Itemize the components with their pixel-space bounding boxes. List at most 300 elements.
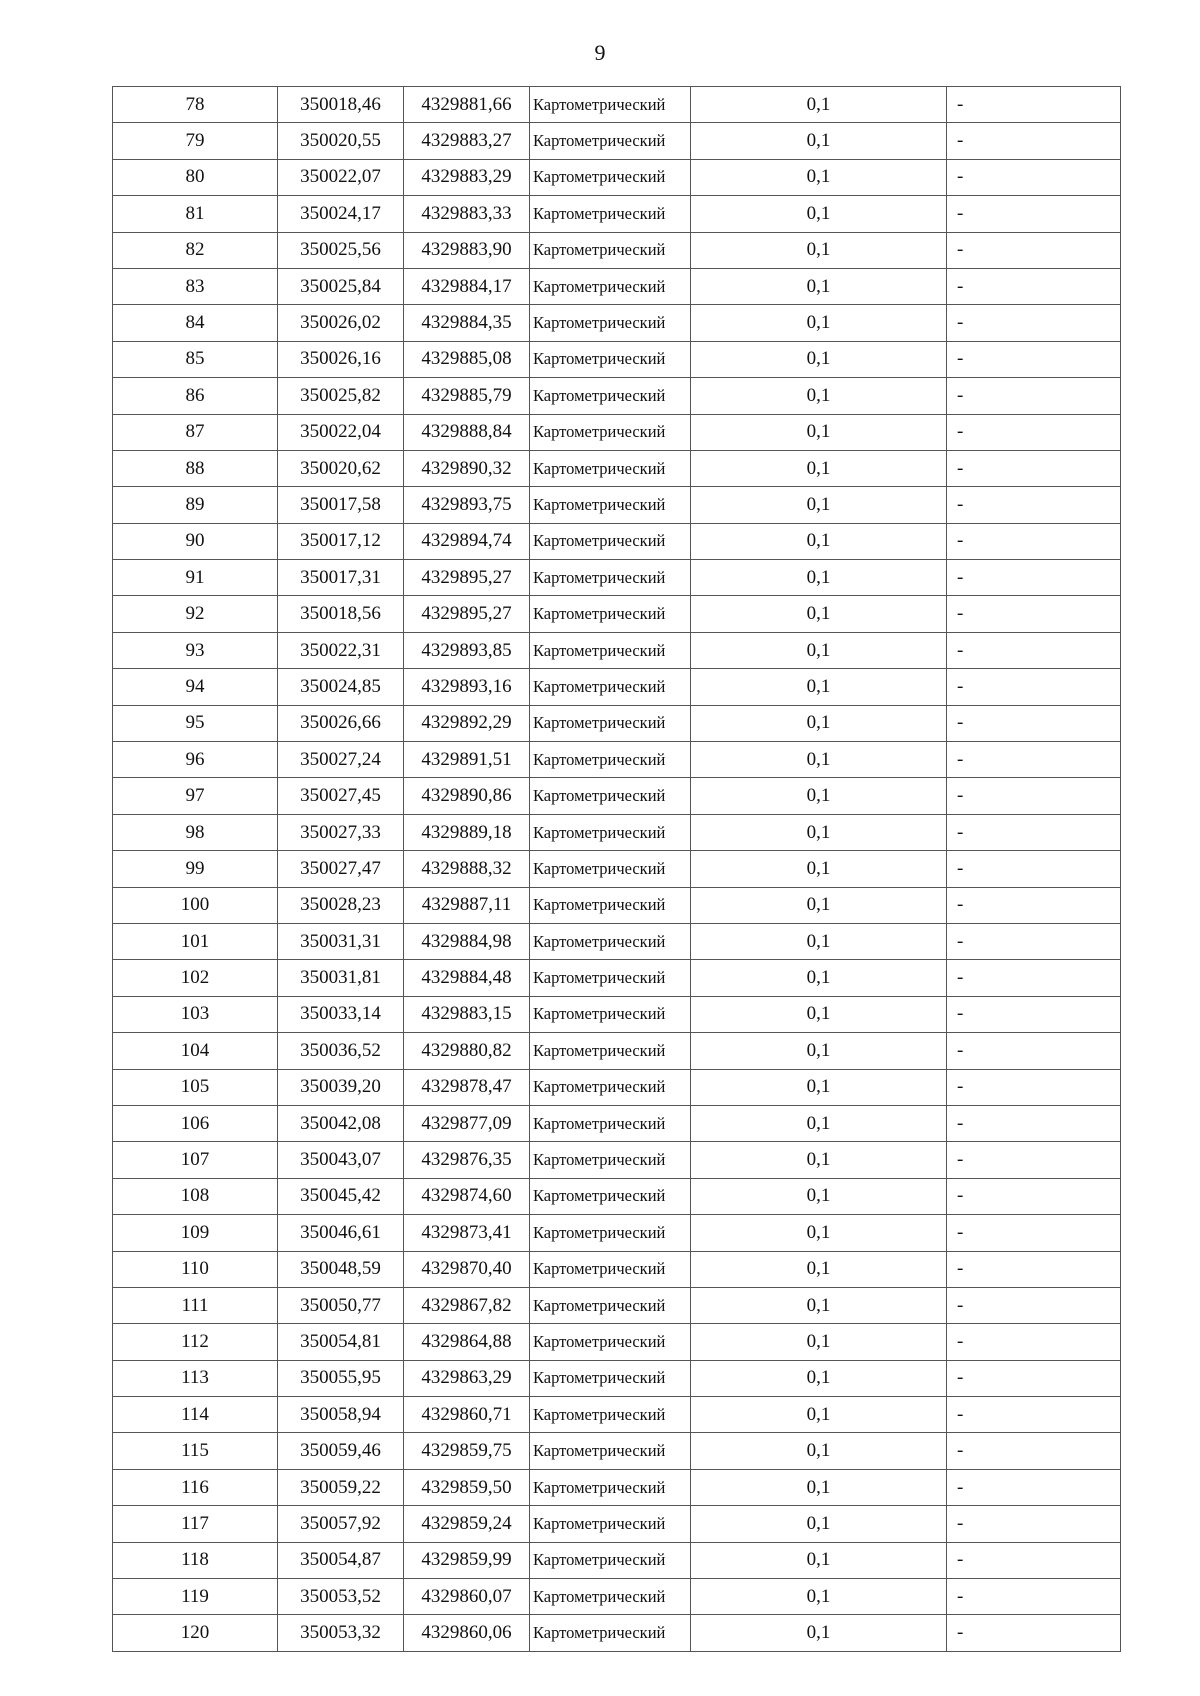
- method-cell: Картометрический: [530, 996, 691, 1032]
- table-row: [113, 742, 1121, 778]
- point-number-cell: 99: [113, 851, 278, 887]
- x-coordinate-cell: 350033,14: [278, 996, 404, 1032]
- description-cell: -: [947, 414, 1121, 450]
- y-coordinate-cell: 4329883,15: [404, 996, 530, 1032]
- description-cell: -: [947, 560, 1121, 596]
- point-number-cell: 78: [113, 87, 278, 123]
- x-coordinate-cell: 350059,46: [278, 1433, 404, 1469]
- y-coordinate-cell: 4329889,18: [404, 814, 530, 850]
- point-number-cell: 98: [113, 814, 278, 850]
- x-coordinate-cell: 350026,66: [278, 705, 404, 741]
- method-cell: Картометрический: [530, 487, 691, 523]
- description-cell: -: [947, 1324, 1121, 1360]
- x-coordinate-cell: 350027,45: [278, 778, 404, 814]
- x-coordinate-cell: 350017,58: [278, 487, 404, 523]
- table-row: [113, 1579, 1121, 1615]
- table-row: [113, 596, 1121, 632]
- y-coordinate-cell: 4329864,88: [404, 1324, 530, 1360]
- point-number-cell: 119: [113, 1579, 278, 1615]
- x-coordinate-cell: 350022,04: [278, 414, 404, 450]
- method-cell: Картометрический: [530, 123, 691, 159]
- point-number-cell: 91: [113, 560, 278, 596]
- x-coordinate-cell: 350045,42: [278, 1178, 404, 1214]
- description-cell: -: [947, 1287, 1121, 1323]
- y-coordinate-cell: 4329876,35: [404, 1142, 530, 1178]
- point-number-cell: 86: [113, 378, 278, 414]
- x-coordinate-cell: 350025,82: [278, 378, 404, 414]
- accuracy-cell: 0,1: [691, 1397, 947, 1433]
- method-cell: Картометрический: [530, 560, 691, 596]
- table-row: [113, 1469, 1121, 1505]
- point-number-cell: 96: [113, 742, 278, 778]
- y-coordinate-cell: 4329888,32: [404, 851, 530, 887]
- description-cell: -: [947, 1142, 1121, 1178]
- description-cell: -: [947, 159, 1121, 195]
- accuracy-cell: 0,1: [691, 778, 947, 814]
- x-coordinate-cell: 350039,20: [278, 1069, 404, 1105]
- y-coordinate-cell: 4329873,41: [404, 1215, 530, 1251]
- table-row: [113, 1069, 1121, 1105]
- y-coordinate-cell: 4329870,40: [404, 1251, 530, 1287]
- y-coordinate-cell: 4329883,29: [404, 159, 530, 195]
- x-coordinate-cell: 350042,08: [278, 1105, 404, 1141]
- y-coordinate-cell: 4329860,71: [404, 1397, 530, 1433]
- y-coordinate-cell: 4329859,99: [404, 1542, 530, 1578]
- accuracy-cell: 0,1: [691, 196, 947, 232]
- method-cell: Картометрический: [530, 1579, 691, 1615]
- table-row: [113, 1215, 1121, 1251]
- x-coordinate-cell: 350054,81: [278, 1324, 404, 1360]
- y-coordinate-cell: 4329859,24: [404, 1506, 530, 1542]
- point-number-cell: 88: [113, 450, 278, 486]
- accuracy-cell: 0,1: [691, 305, 947, 341]
- table-row: [113, 341, 1121, 377]
- description-cell: -: [947, 1579, 1121, 1615]
- table-row: [113, 1360, 1121, 1396]
- accuracy-cell: 0,1: [691, 1251, 947, 1287]
- method-cell: Картометрический: [530, 1142, 691, 1178]
- table-row: [113, 705, 1121, 741]
- accuracy-cell: 0,1: [691, 523, 947, 559]
- y-coordinate-cell: 4329859,50: [404, 1469, 530, 1505]
- x-coordinate-cell: 350025,84: [278, 268, 404, 304]
- y-coordinate-cell: 4329874,60: [404, 1178, 530, 1214]
- x-coordinate-cell: 350020,62: [278, 450, 404, 486]
- y-coordinate-cell: 4329890,86: [404, 778, 530, 814]
- y-coordinate-cell: 4329884,98: [404, 923, 530, 959]
- y-coordinate-cell: 4329863,29: [404, 1360, 530, 1396]
- y-coordinate-cell: 4329860,07: [404, 1579, 530, 1615]
- point-number-cell: 82: [113, 232, 278, 268]
- x-coordinate-cell: 350059,22: [278, 1469, 404, 1505]
- x-coordinate-cell: 350022,07: [278, 159, 404, 195]
- table-row: [113, 414, 1121, 450]
- accuracy-cell: 0,1: [691, 887, 947, 923]
- description-cell: -: [947, 669, 1121, 705]
- y-coordinate-cell: 4329860,06: [404, 1615, 530, 1651]
- table-row: [113, 1324, 1121, 1360]
- method-cell: Картометрический: [530, 378, 691, 414]
- point-number-cell: 80: [113, 159, 278, 195]
- table-row: [113, 232, 1121, 268]
- accuracy-cell: 0,1: [691, 232, 947, 268]
- table-row: [113, 887, 1121, 923]
- point-number-cell: 85: [113, 341, 278, 377]
- y-coordinate-cell: 4329883,33: [404, 196, 530, 232]
- table-row: [113, 923, 1121, 959]
- method-cell: Картометрический: [530, 887, 691, 923]
- description-cell: -: [947, 87, 1121, 123]
- table-row: [113, 1105, 1121, 1141]
- accuracy-cell: 0,1: [691, 632, 947, 668]
- point-number-cell: 109: [113, 1215, 278, 1251]
- method-cell: Картометрический: [530, 814, 691, 850]
- method-cell: Картометрический: [530, 341, 691, 377]
- description-cell: -: [947, 341, 1121, 377]
- description-cell: -: [947, 305, 1121, 341]
- y-coordinate-cell: 4329877,09: [404, 1105, 530, 1141]
- point-number-cell: 79: [113, 123, 278, 159]
- description-cell: -: [947, 1506, 1121, 1542]
- method-cell: Картометрический: [530, 1324, 691, 1360]
- description-cell: -: [947, 1433, 1121, 1469]
- x-coordinate-cell: 350057,92: [278, 1506, 404, 1542]
- description-cell: -: [947, 450, 1121, 486]
- table-row: [113, 196, 1121, 232]
- method-cell: Картометрический: [530, 1287, 691, 1323]
- table-row: [113, 778, 1121, 814]
- accuracy-cell: 0,1: [691, 742, 947, 778]
- point-number-cell: 106: [113, 1105, 278, 1141]
- description-cell: -: [947, 1105, 1121, 1141]
- description-cell: -: [947, 778, 1121, 814]
- description-cell: -: [947, 1542, 1121, 1578]
- y-coordinate-cell: 4329893,75: [404, 487, 530, 523]
- coordinates-table: [112, 86, 1121, 1652]
- description-cell: -: [947, 1251, 1121, 1287]
- x-coordinate-cell: 350036,52: [278, 1033, 404, 1069]
- table-row: [113, 1433, 1121, 1469]
- accuracy-cell: 0,1: [691, 1287, 947, 1323]
- table-row: [113, 378, 1121, 414]
- method-cell: Картометрический: [530, 523, 691, 559]
- description-cell: -: [947, 1178, 1121, 1214]
- method-cell: Картометрический: [530, 1033, 691, 1069]
- y-coordinate-cell: 4329883,27: [404, 123, 530, 159]
- x-coordinate-cell: 350054,87: [278, 1542, 404, 1578]
- description-cell: -: [947, 1397, 1121, 1433]
- method-cell: Картометрический: [530, 851, 691, 887]
- point-number-cell: 87: [113, 414, 278, 450]
- x-coordinate-cell: 350020,55: [278, 123, 404, 159]
- table-row: [113, 450, 1121, 486]
- description-cell: -: [947, 123, 1121, 159]
- y-coordinate-cell: 4329895,27: [404, 560, 530, 596]
- point-number-cell: 95: [113, 705, 278, 741]
- x-coordinate-cell: 350017,12: [278, 523, 404, 559]
- accuracy-cell: 0,1: [691, 414, 947, 450]
- accuracy-cell: 0,1: [691, 1542, 947, 1578]
- description-cell: -: [947, 268, 1121, 304]
- point-number-cell: 118: [113, 1542, 278, 1578]
- x-coordinate-cell: 350028,23: [278, 887, 404, 923]
- x-coordinate-cell: 350027,47: [278, 851, 404, 887]
- point-number-cell: 117: [113, 1506, 278, 1542]
- point-number-cell: 112: [113, 1324, 278, 1360]
- accuracy-cell: 0,1: [691, 268, 947, 304]
- point-number-cell: 94: [113, 669, 278, 705]
- y-coordinate-cell: 4329884,48: [404, 960, 530, 996]
- point-number-cell: 89: [113, 487, 278, 523]
- y-coordinate-cell: 4329888,84: [404, 414, 530, 450]
- x-coordinate-cell: 350018,46: [278, 87, 404, 123]
- x-coordinate-cell: 350024,17: [278, 196, 404, 232]
- method-cell: Картометрический: [530, 1105, 691, 1141]
- y-coordinate-cell: 4329884,17: [404, 268, 530, 304]
- table-row: [113, 1142, 1121, 1178]
- description-cell: -: [947, 742, 1121, 778]
- page-number: 9: [594, 40, 606, 65]
- x-coordinate-cell: 350017,31: [278, 560, 404, 596]
- y-coordinate-cell: 4329880,82: [404, 1033, 530, 1069]
- point-number-cell: 81: [113, 196, 278, 232]
- x-coordinate-cell: 350058,94: [278, 1397, 404, 1433]
- table-row: [113, 1506, 1121, 1542]
- x-coordinate-cell: 350053,32: [278, 1615, 404, 1651]
- point-number-cell: 83: [113, 268, 278, 304]
- method-cell: Картометрический: [530, 1178, 691, 1214]
- y-coordinate-cell: 4329878,47: [404, 1069, 530, 1105]
- accuracy-cell: 0,1: [691, 159, 947, 195]
- y-coordinate-cell: 4329881,66: [404, 87, 530, 123]
- method-cell: Картометрический: [530, 1360, 691, 1396]
- description-cell: -: [947, 960, 1121, 996]
- point-number-cell: 113: [113, 1360, 278, 1396]
- table-row: [113, 1397, 1121, 1433]
- accuracy-cell: 0,1: [691, 851, 947, 887]
- table-row: [113, 159, 1121, 195]
- description-cell: -: [947, 851, 1121, 887]
- description-cell: -: [947, 378, 1121, 414]
- description-cell: -: [947, 1360, 1121, 1396]
- accuracy-cell: 0,1: [691, 1579, 947, 1615]
- description-cell: -: [947, 632, 1121, 668]
- method-cell: Картометрический: [530, 1433, 691, 1469]
- x-coordinate-cell: 350018,56: [278, 596, 404, 632]
- y-coordinate-cell: 4329893,85: [404, 632, 530, 668]
- point-number-cell: 92: [113, 596, 278, 632]
- accuracy-cell: 0,1: [691, 123, 947, 159]
- x-coordinate-cell: 350031,31: [278, 923, 404, 959]
- table-row: [113, 814, 1121, 850]
- table-row: [113, 851, 1121, 887]
- point-number-cell: 110: [113, 1251, 278, 1287]
- y-coordinate-cell: 4329885,08: [404, 341, 530, 377]
- accuracy-cell: 0,1: [691, 1178, 947, 1214]
- description-cell: -: [947, 523, 1121, 559]
- point-number-cell: 103: [113, 996, 278, 1032]
- accuracy-cell: 0,1: [691, 996, 947, 1032]
- accuracy-cell: 0,1: [691, 1069, 947, 1105]
- accuracy-cell: 0,1: [691, 1105, 947, 1141]
- description-cell: -: [947, 487, 1121, 523]
- accuracy-cell: 0,1: [691, 1469, 947, 1505]
- method-cell: Картометрический: [530, 1469, 691, 1505]
- method-cell: Картометрический: [530, 159, 691, 195]
- table-row: [113, 1178, 1121, 1214]
- y-coordinate-cell: 4329884,35: [404, 305, 530, 341]
- table-row: [113, 1033, 1121, 1069]
- method-cell: Картометрический: [530, 923, 691, 959]
- accuracy-cell: 0,1: [691, 560, 947, 596]
- point-number-cell: 100: [113, 887, 278, 923]
- point-number-cell: 102: [113, 960, 278, 996]
- method-cell: Картометрический: [530, 742, 691, 778]
- method-cell: Картометрический: [530, 1506, 691, 1542]
- table-row: [113, 123, 1121, 159]
- point-number-cell: 115: [113, 1433, 278, 1469]
- description-cell: -: [947, 1069, 1121, 1105]
- y-coordinate-cell: 4329883,90: [404, 232, 530, 268]
- method-cell: Картометрический: [530, 87, 691, 123]
- accuracy-cell: 0,1: [691, 1433, 947, 1469]
- x-coordinate-cell: 350053,52: [278, 1579, 404, 1615]
- table-row: [113, 669, 1121, 705]
- method-cell: Картометрический: [530, 778, 691, 814]
- point-number-cell: 116: [113, 1469, 278, 1505]
- method-cell: Картометрический: [530, 1397, 691, 1433]
- description-cell: -: [947, 1215, 1121, 1251]
- description-cell: -: [947, 923, 1121, 959]
- table-row: [113, 1542, 1121, 1578]
- description-cell: -: [947, 232, 1121, 268]
- description-cell: -: [947, 705, 1121, 741]
- y-coordinate-cell: 4329859,75: [404, 1433, 530, 1469]
- point-number-cell: 101: [113, 923, 278, 959]
- table-row: [113, 268, 1121, 304]
- coordinates-table-body: [113, 87, 1121, 1652]
- method-cell: Картометрический: [530, 1069, 691, 1105]
- description-cell: -: [947, 196, 1121, 232]
- table-row: [113, 560, 1121, 596]
- accuracy-cell: 0,1: [691, 1615, 947, 1651]
- x-coordinate-cell: 350046,61: [278, 1215, 404, 1251]
- table-row: [113, 87, 1121, 123]
- point-number-cell: 107: [113, 1142, 278, 1178]
- method-cell: Картометрический: [530, 669, 691, 705]
- point-number-cell: 104: [113, 1033, 278, 1069]
- x-coordinate-cell: 350043,07: [278, 1142, 404, 1178]
- accuracy-cell: 0,1: [691, 1142, 947, 1178]
- accuracy-cell: 0,1: [691, 1360, 947, 1396]
- accuracy-cell: 0,1: [691, 341, 947, 377]
- accuracy-cell: 0,1: [691, 1215, 947, 1251]
- method-cell: Картометрический: [530, 305, 691, 341]
- point-number-cell: 114: [113, 1397, 278, 1433]
- accuracy-cell: 0,1: [691, 1033, 947, 1069]
- method-cell: Картометрический: [530, 268, 691, 304]
- method-cell: Картометрический: [530, 232, 691, 268]
- method-cell: Картометрический: [530, 196, 691, 232]
- x-coordinate-cell: 350048,59: [278, 1251, 404, 1287]
- accuracy-cell: 0,1: [691, 450, 947, 486]
- accuracy-cell: 0,1: [691, 669, 947, 705]
- table-row: [113, 305, 1121, 341]
- description-cell: -: [947, 1033, 1121, 1069]
- point-number-cell: 108: [113, 1178, 278, 1214]
- y-coordinate-cell: 4329867,82: [404, 1287, 530, 1323]
- point-number-cell: 120: [113, 1615, 278, 1651]
- point-number-cell: 84: [113, 305, 278, 341]
- x-coordinate-cell: 350055,95: [278, 1360, 404, 1396]
- accuracy-cell: 0,1: [691, 596, 947, 632]
- y-coordinate-cell: 4329885,79: [404, 378, 530, 414]
- x-coordinate-cell: 350026,02: [278, 305, 404, 341]
- table-row: [113, 523, 1121, 559]
- method-cell: Картометрический: [530, 450, 691, 486]
- description-cell: -: [947, 814, 1121, 850]
- accuracy-cell: 0,1: [691, 705, 947, 741]
- table-row: [113, 632, 1121, 668]
- x-coordinate-cell: 350026,16: [278, 341, 404, 377]
- description-cell: -: [947, 596, 1121, 632]
- table-row: [113, 1251, 1121, 1287]
- x-coordinate-cell: 350027,33: [278, 814, 404, 850]
- y-coordinate-cell: 4329891,51: [404, 742, 530, 778]
- accuracy-cell: 0,1: [691, 487, 947, 523]
- method-cell: Картометрический: [530, 596, 691, 632]
- description-cell: -: [947, 996, 1121, 1032]
- method-cell: Картометрический: [530, 1251, 691, 1287]
- table-row: [113, 996, 1121, 1032]
- point-number-cell: 90: [113, 523, 278, 559]
- x-coordinate-cell: 350027,24: [278, 742, 404, 778]
- accuracy-cell: 0,1: [691, 378, 947, 414]
- y-coordinate-cell: 4329894,74: [404, 523, 530, 559]
- point-number-cell: 105: [113, 1069, 278, 1105]
- description-cell: -: [947, 1469, 1121, 1505]
- method-cell: Картометрический: [530, 960, 691, 996]
- table-row: [113, 487, 1121, 523]
- method-cell: Картометрический: [530, 632, 691, 668]
- y-coordinate-cell: 4329890,32: [404, 450, 530, 486]
- description-cell: -: [947, 887, 1121, 923]
- accuracy-cell: 0,1: [691, 814, 947, 850]
- y-coordinate-cell: 4329892,29: [404, 705, 530, 741]
- accuracy-cell: 0,1: [691, 87, 947, 123]
- accuracy-cell: 0,1: [691, 1506, 947, 1542]
- y-coordinate-cell: 4329893,16: [404, 669, 530, 705]
- method-cell: Картометрический: [530, 1215, 691, 1251]
- point-number-cell: 97: [113, 778, 278, 814]
- x-coordinate-cell: 350031,81: [278, 960, 404, 996]
- x-coordinate-cell: 350024,85: [278, 669, 404, 705]
- method-cell: Картометрический: [530, 705, 691, 741]
- y-coordinate-cell: 4329895,27: [404, 596, 530, 632]
- x-coordinate-cell: 350022,31: [278, 632, 404, 668]
- table-row: [113, 960, 1121, 996]
- method-cell: Картометрический: [530, 1542, 691, 1578]
- x-coordinate-cell: 350025,56: [278, 232, 404, 268]
- accuracy-cell: 0,1: [691, 1324, 947, 1360]
- point-number-cell: 111: [113, 1287, 278, 1323]
- accuracy-cell: 0,1: [691, 923, 947, 959]
- table-row: [113, 1615, 1121, 1651]
- point-number-cell: 93: [113, 632, 278, 668]
- accuracy-cell: 0,1: [691, 960, 947, 996]
- y-coordinate-cell: 4329887,11: [404, 887, 530, 923]
- x-coordinate-cell: 350050,77: [278, 1287, 404, 1323]
